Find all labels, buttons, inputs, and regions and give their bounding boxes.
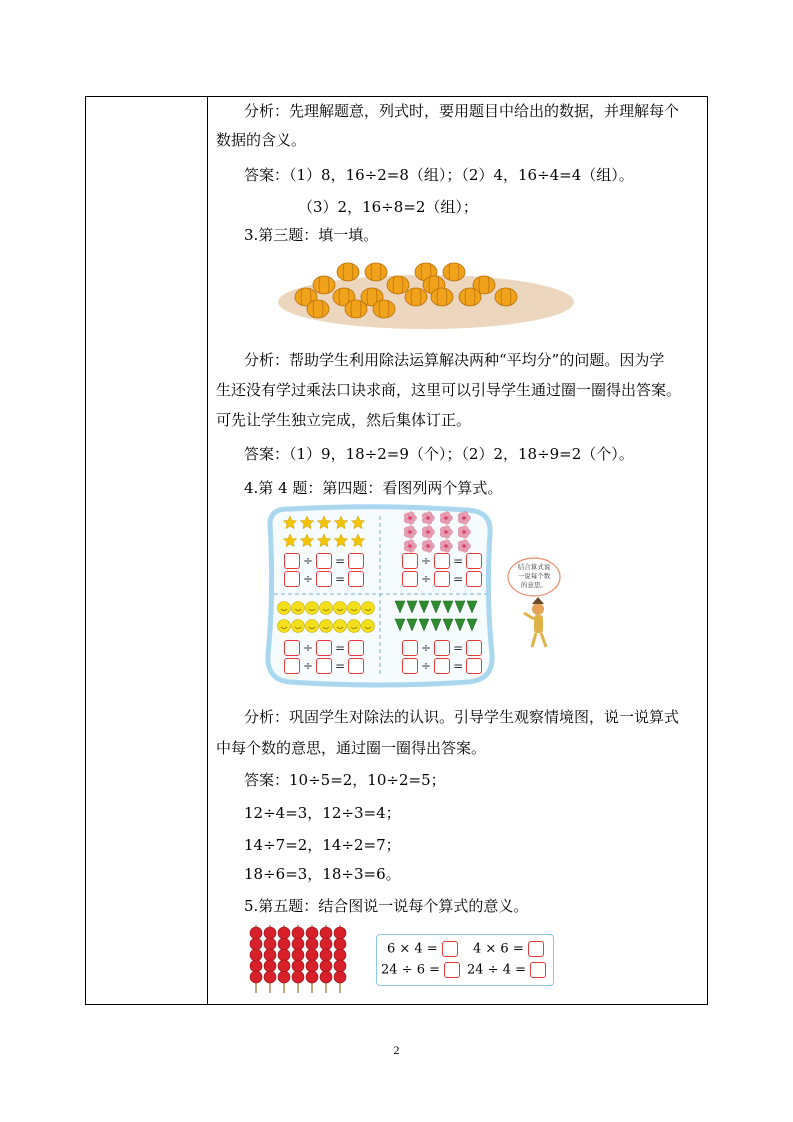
haw-icon	[264, 960, 276, 972]
pumpkin-icon	[373, 300, 395, 318]
smiley-face	[292, 602, 305, 615]
smiley-face	[362, 602, 375, 615]
haw-icon	[250, 971, 262, 983]
pumpkin-icon	[345, 300, 367, 318]
smiley-icon	[334, 602, 347, 615]
analysis-4-line-2: 中每个数的意思，通过圈一圈得出答案。	[216, 739, 487, 757]
haw-icon	[334, 949, 346, 961]
smiley-face	[334, 620, 347, 633]
haw-icon	[278, 960, 290, 972]
haw-icon	[250, 938, 262, 950]
smiley-icon	[306, 620, 319, 633]
content-cell	[208, 97, 707, 1004]
page-number: 2	[393, 1043, 400, 1057]
answer-3: 答案：（1）9，18÷2=9（个）；（2）2，18÷9=2（个）。	[244, 445, 634, 463]
smiley-face	[320, 602, 333, 615]
figure-4-panel	[260, 504, 500, 689]
answer-box[interactable]	[466, 640, 482, 656]
pumpkin-body	[307, 300, 329, 318]
pumpkin-body	[431, 288, 453, 306]
answer-box[interactable]	[316, 658, 332, 674]
answer-box[interactable]	[402, 640, 418, 656]
answer-box[interactable]	[434, 571, 450, 587]
answer-box[interactable]	[316, 571, 332, 587]
pumpkin-icon	[405, 288, 427, 306]
smiley-icon	[362, 602, 375, 615]
flower-center	[462, 516, 466, 520]
eq-smileys-2: ÷ =	[284, 658, 364, 674]
character-body	[534, 615, 543, 633]
haw-icon	[334, 960, 346, 972]
pumpkin-body	[495, 288, 517, 306]
analysis-3-line-2: 生还没有学过乘法口诀求商，这里可以引导学生通过圈一圈得出答案。	[216, 381, 682, 399]
pumpkin-icon	[387, 276, 409, 294]
haw-icon	[264, 971, 276, 983]
haw-icon	[306, 971, 318, 983]
haw-icon	[250, 927, 262, 939]
eq-stars-1: ÷ =	[284, 553, 364, 569]
answer-box[interactable]	[466, 553, 482, 569]
answer-box[interactable]	[434, 658, 450, 674]
haw-icon	[264, 938, 276, 950]
haw-icon	[292, 971, 304, 983]
haw-icon	[278, 949, 290, 961]
answer-box[interactable]	[284, 571, 300, 587]
pumpkin-body	[313, 276, 335, 294]
answer-box[interactable]	[466, 658, 482, 674]
haw-icon	[320, 949, 332, 961]
haw-icon	[334, 971, 346, 983]
haw-icon	[264, 927, 276, 939]
smiley-face	[334, 602, 347, 615]
flower-center	[444, 544, 448, 548]
answer-box[interactable]	[348, 640, 364, 656]
smiley-face	[362, 620, 375, 633]
speech-line-3: 的意思。	[521, 581, 547, 589]
question-5-heading: 5.第五题：结合图说一说每个算式的意义。	[244, 897, 529, 915]
answer-box[interactable]	[284, 658, 300, 674]
smiley-icon	[348, 602, 361, 615]
answer-box[interactable]	[434, 640, 450, 656]
pumpkin-body	[345, 300, 367, 318]
haw-icon	[250, 949, 262, 961]
pumpkin-body	[405, 288, 427, 306]
haw-icon	[278, 927, 290, 939]
smiley-face	[348, 602, 361, 615]
haw-icon	[264, 949, 276, 961]
flower-center	[408, 516, 412, 520]
flower-center	[444, 516, 448, 520]
smiley-icon	[362, 620, 375, 633]
smiley-face	[306, 620, 319, 633]
q5-equations-box	[376, 934, 554, 986]
answer-box[interactable]	[530, 962, 546, 978]
haw-icon	[306, 938, 318, 950]
pumpkin-icon	[313, 276, 335, 294]
answer-box[interactable]	[402, 553, 418, 569]
haw-icon	[292, 949, 304, 961]
analysis-3-line-3: 可先让学生独立完成，然后集体订正。	[216, 411, 472, 429]
pumpkin-icon	[307, 300, 329, 318]
answer-4-line-4: 18÷6=3，18÷3=6。	[244, 865, 401, 883]
speech-line-1: 结合算式说	[517, 563, 551, 571]
character-hat	[532, 597, 544, 604]
answer-box[interactable]	[316, 553, 332, 569]
answer-box[interactable]	[402, 571, 418, 587]
haw-icon	[250, 960, 262, 972]
flower-center	[426, 544, 430, 548]
speech-line-2: 一说每个数	[517, 572, 551, 580]
answer-4-line-1: 答案：10÷5=2，10÷2=5；	[244, 771, 446, 789]
flower-center	[408, 530, 412, 534]
haw-icon	[292, 927, 304, 939]
haw-icon	[306, 949, 318, 961]
smiley-icon	[320, 602, 333, 615]
haws-group	[250, 925, 346, 993]
eq-grapes-2: ÷ =	[402, 658, 482, 674]
pumpkin-icon	[443, 263, 465, 281]
answer-4-line-3: 14÷7=2，14÷2=7；	[244, 836, 401, 854]
smiley-icon	[278, 620, 291, 633]
smiley-icon	[292, 602, 305, 615]
answer-box[interactable]	[444, 962, 460, 978]
smiley-face	[278, 620, 291, 633]
eq-stars-2: ÷ =	[284, 571, 364, 587]
answer-box[interactable]	[348, 658, 364, 674]
smiley-icon	[320, 620, 333, 633]
answer-box[interactable]	[316, 640, 332, 656]
character-head	[532, 603, 544, 615]
pumpkin-icon	[365, 263, 387, 281]
smiley-icon	[278, 602, 291, 615]
flower-center	[408, 544, 412, 548]
haw-icon	[306, 960, 318, 972]
pumpkin-body	[387, 276, 409, 294]
pumpkin-body	[337, 263, 359, 281]
smiley-face	[292, 620, 305, 633]
answer-box[interactable]	[442, 941, 458, 957]
cartoon-character	[506, 557, 566, 657]
flower-center	[426, 530, 430, 534]
q5-eq-1: 6 × 4 =	[387, 941, 458, 957]
answer-4-line-2: 12÷4=3，12÷3=4；	[244, 804, 401, 822]
answer-box[interactable]	[348, 553, 364, 569]
character-leg	[541, 633, 546, 647]
answer-1-line-1: 答案：（1）8，16÷2=8（组）；（2）4，16÷4=4（组）。	[244, 166, 634, 184]
lesson-table	[85, 96, 708, 1005]
haw-icon	[278, 938, 290, 950]
smiley-face	[348, 620, 361, 633]
pumpkin-icon	[337, 263, 359, 281]
smiley-icon	[292, 620, 305, 633]
answer-box[interactable]	[402, 658, 418, 674]
analysis-3-line-1: 分析：帮助学生利用除法运算解决两种“平均分”的问题。因为学	[244, 351, 665, 369]
answer-box[interactable]	[284, 640, 300, 656]
eq-grapes-1: ÷ =	[402, 640, 482, 656]
character-arm	[524, 613, 534, 619]
smiley-icon	[348, 620, 361, 633]
answer-box[interactable]	[434, 553, 450, 569]
pumpkin-body	[459, 288, 481, 306]
flower-center	[462, 530, 466, 534]
eq-flowers-1: ÷ =	[402, 553, 482, 569]
haw-icon	[306, 927, 318, 939]
haw-icon	[320, 927, 332, 939]
haw-icon	[320, 971, 332, 983]
haw-icon	[320, 938, 332, 950]
pumpkin-icon	[495, 288, 517, 306]
answer-box[interactable]	[348, 571, 364, 587]
pumpkin-icon	[431, 288, 453, 306]
haw-icon	[320, 960, 332, 972]
q5-eq-2: 4 × 6 =	[473, 941, 544, 957]
haw-icon	[292, 960, 304, 972]
analysis-4-line-1: 分析：巩固学生对除法的认识。引导学生观察情境图，说一说算式	[244, 708, 680, 726]
smiley-face	[278, 602, 291, 615]
eq-flowers-2: ÷ =	[402, 571, 482, 587]
q5-eq-3: 24 ÷ 6 =	[381, 962, 460, 978]
answer-1-line-2: （3）2，16÷8=2（组）；	[298, 198, 478, 216]
flower-center	[462, 544, 466, 548]
pumpkins-figure	[276, 257, 576, 332]
haw-icon	[334, 938, 346, 950]
pumpkin-body	[443, 263, 465, 281]
haw-icon	[334, 927, 346, 939]
question-4-heading: 4.第 4 题：第四题：看图列两个算式。	[244, 479, 503, 497]
eq-smileys-1: ÷ =	[284, 640, 364, 656]
pumpkin-icon	[459, 288, 481, 306]
answer-box[interactable]	[284, 553, 300, 569]
question-3-heading: 3.第三题：填一填。	[244, 226, 379, 244]
pumpkin-body	[365, 263, 387, 281]
character-leg	[532, 633, 536, 647]
smiley-icon	[306, 602, 319, 615]
smiley-face	[306, 602, 319, 615]
smiley-icon	[334, 620, 347, 633]
haw-icon	[292, 938, 304, 950]
analysis-1-line-1: 分析：先理解题意，列式时，要用题目中给出的数据，并理解每个	[244, 102, 680, 120]
flower-center	[444, 530, 448, 534]
flower-center	[426, 516, 430, 520]
answer-box[interactable]	[466, 571, 482, 587]
q5-eq-4: 24 ÷ 4 =	[467, 962, 546, 978]
analysis-1-line-2: 数据的含义。	[216, 131, 307, 149]
candied-haws-figure	[248, 923, 354, 995]
pumpkin-body	[373, 300, 395, 318]
haw-icon	[278, 971, 290, 983]
smiley-face	[320, 620, 333, 633]
answer-box[interactable]	[528, 941, 544, 957]
